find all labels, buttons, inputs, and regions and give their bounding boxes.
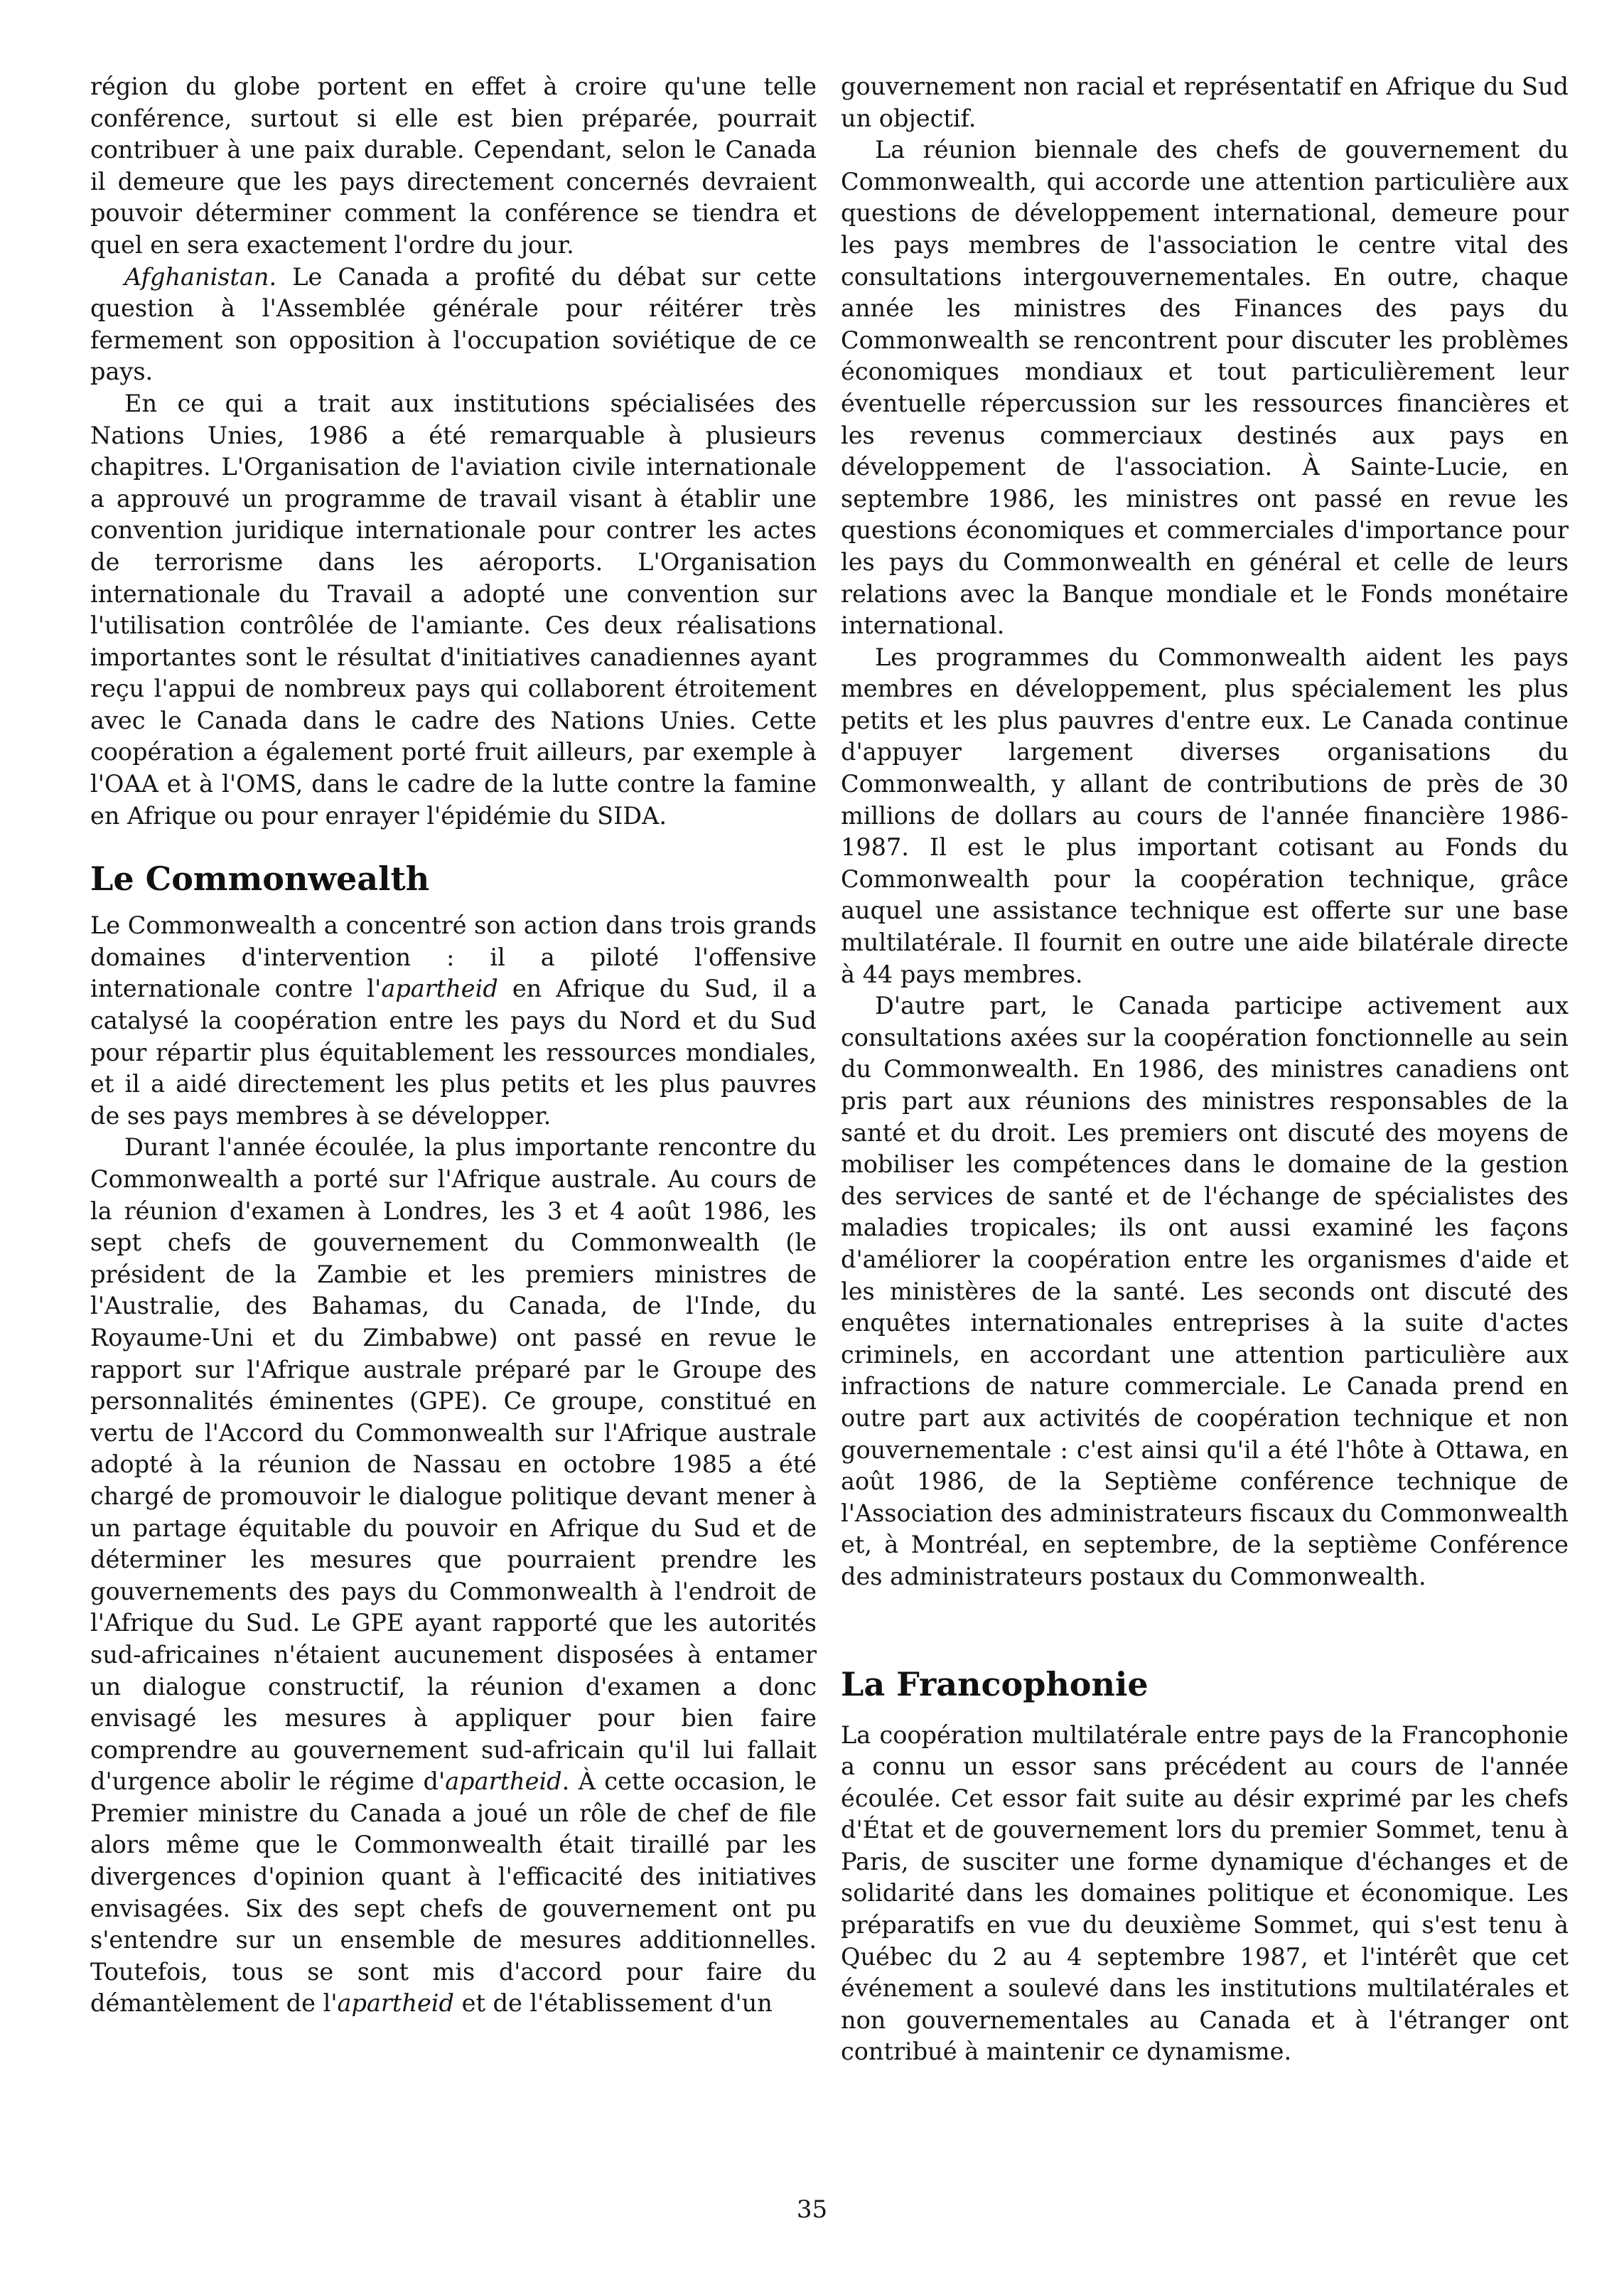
heading-francophonie: La Francophonie xyxy=(841,1664,1149,1703)
intro-text-a: Le Commonwealth a concentré son action dans trois grands domaines d'intervention : il a piloté l'offensive internationale contre l' xyxy=(90,911,817,1003)
paragraph-programmes: Les programmes du Commonwealth aident les pays membres en développement, plus spécialement les plus petits et les plus pauvres d'entre eux. Le Canada continue d'appuyer largement diverses organisations du Commonwealth, y allant de contributions de près de 30 millions de dollars au cours de l'année financière 1986-1987. Il est le plus important cotisant au Fonds du Commonwealth pour la coopération technique, grâce auquel une assistance technique est offerte sur une base multilatérale. Il fournit en outre une aide bilatérale directe à 44 pays membres. xyxy=(841,643,1569,988)
left-column xyxy=(90,71,817,2020)
australe-text-b: . À cette occasion, le Premier ministre du Canada a joué un rôle de chef de file alors même que le Commonwealth était tiraillé par les divergences d'opinion quant à l'efficacité des initiatives envisagées. Six des sept chefs de gouvernement ont pu s'entendre sur un ensemble de mesures additionnelles. Toutefois, tous se sont mis d'accord pour faire du démantèlement de l' xyxy=(90,1767,817,2018)
australe-text-c: et de l'établissement d'un xyxy=(453,1989,773,2018)
paragraph-reunion-biennale: La réunion biennale des chefs de gouvernement du Commonwealth, qui accorde une attention particulière aux questions de développement international, demeure pour les pays membres de l'association le centre vital des consultations intergouvernementales. En outre, chaque année les ministres des Finances des pays du Commonwealth se rencontrent pour discuter les problèmes économiques mondiaux et tout particulièrement leur éventuelle répercussion sur les ressources financières et les revenus commerciaux destinés aux pays en développement de l'association. À Sainte-Lucie, en septembre 1986, les ministres ont passé en revue les questions économiques et commerciales d'importance pour les pays du Commonwealth en général et celle de leurs relations avec la Banque mondiale et le Fonds monétaire international. xyxy=(841,136,1569,640)
right-column xyxy=(841,71,1569,2068)
intro-text-b: en Afrique du Sud, il a catalysé la coopération entre les pays du Nord et du Sud pour répartir plus équitablement les ressources mondiales, et il a aidé directement les plus petits et les plus pauvres de ses pays membres à se développer. xyxy=(90,975,817,1130)
australe-text-a: Durant l'année écoulée, la plus importante rencontre du Commonwealth a porté sur l'Afrique australe. Au cours de la réunion d'examen à Londres, les 3 et 4 août 1986, les sept chefs de gouvernement du Commonwealth (le président de la Zambie et les premiers ministres de l'Australie, des Bahamas, du Canada, de l'Inde, du Royaume-Uni et du Zimbabwe) ont passé en revue le rapport sur l'Afrique australe préparé par le Groupe des personnalités éminentes (GPE). Ce groupe, constitué en vertu de l'Accord du Commonwealth sur l'Afrique australe adopté à la réunion de Nassau en octobre 1985 a été chargé de promouvoir le dialogue politique devant mener à un partage équitable du pouvoir en Afrique du Sud et de déterminer les mesures que pourraient prendre les gouvernements des pays du Commonwealth à l'endroit de l'Afrique du Sud. Le GPE ayant rapporté que les autorités sud-africaines n'étaient aucunement disposées à entamer un dialogue constructif, la réunion d'examen a donc envisagé les mesures à appliquer pour bien faire comprendre au gouvernement sud-africain qu'il lui fallait d'urgence abolir le régime d' xyxy=(90,1133,817,1796)
paragraph-francophonie: La coopération multilatérale entre pays de la Francophonie a connu un essor sans précédent au cours de l'année écoulée. Cet essor fait suite au désir exprimé par les chefs d'État et de gouvernement lors du premier Sommet, tenu à Paris, de susciter une forme dynamique d'échanges et de solidarité dans les domaines politique et économique. Les préparatifs en vue du deuxième Sommet, qui s'est tenu à Québec du 2 au 4 septembre 1987, et l'intérêt que cet événement a soulevé dans les institutions multilatérales et non gouvernementales au Canada et à l'étranger ont contribué à maintenir ce dynamisme. xyxy=(841,1720,1569,2066)
afghanistan-text: Le Canada a profité du débat sur cette question à l'Assemblée générale pour réitérer très fermement son opposition à l'occupation soviétique de ce pays. xyxy=(90,262,817,386)
paragraph-institutions: En ce qui a trait aux institutions spécialisées des Nations Unies, 1986 a été remarquable à plusieurs chapitres. L'Organisation de l'aviation civile internationale a approuvé un programme de travail visant à établir une convention juridique internationale pour contrer les actes de terrorisme dans les aéroports. L'Organisation internationale du Travail a adopté une convention sur l'utilisation contrôlée de l'amiante. Ces deux réalisations importantes sont le résultat d'initiatives canadiennes ayant reçu l'appui de nombreux pays qui collaborent étroitement avec le Canada dans le cadre des Nations Unies. Cette coopération a également porté fruit ailleurs, par exemple à l'OAA et à l'OMS, dans le cadre de la lutte contre la famine en Afrique ou pour enrayer l'épidémie du SIDA. xyxy=(90,389,817,830)
apartheid-term: apartheid xyxy=(381,975,498,1003)
paragraph-region: région du globe portent en effet à croire qu'une telle conférence, surtout si elle est bien préparée, pourrait contribuer à une paix durable. Cependant, selon le Canada il demeure que les pays directement concernés devraient pouvoir déterminer comment la conférence se tiendra et quel en sera exactement l'ordre du jour. xyxy=(90,73,817,259)
paragraph-afrique-australe xyxy=(90,1132,817,2020)
paragraph-afghanistan xyxy=(90,262,817,388)
afghanistan-lead: Afghanistan. xyxy=(124,262,277,291)
paragraph-cooperation-fonctionnelle: D'autre part, le Canada participe activement aux consultations axées sur la coopération fonctionnelle au sein du Commonwealth. En 1986, des ministres canadiens ont pris part aux réunions des ministres responsables de la santé et du droit. Les premiers ont discuté des moyens de mobiliser les compétences dans le domaine de la gestion des services de santé et de l'échange de spécialistes des maladies tropicales; ils ont aussi examiné les façons d'améliorer la coopération entre les organismes d'aide et les ministères de la santé. Les seconds ont discuté des enquêtes internationales entreprises à la suite d'actes criminels, en accordant une attention particulière aux infractions de nature commerciale. Le Canada prend en outre part aux activités de coopération technique et non gouvernementale : c'est ainsi qu'il a été l'hôte à Ottawa, en août 1986, de la Septième conférence technique de l'Association des administrateurs fiscaux du Commonwealth et, à Montréal, en septembre, de la septième Conférence des administrateurs postaux du Commonwealth. xyxy=(841,992,1569,1590)
paragraph-continuation: gouvernement non racial et représentatif en Afrique du Sud un objectif. xyxy=(841,73,1569,132)
page-number: 35 xyxy=(796,2195,828,2224)
heading-commonwealth: Le Commonwealth xyxy=(90,860,430,899)
apartheid-term: apartheid xyxy=(445,1767,562,1796)
paragraph-commonwealth-intro xyxy=(90,910,817,1132)
apartheid-term: apartheid xyxy=(337,1989,454,2018)
